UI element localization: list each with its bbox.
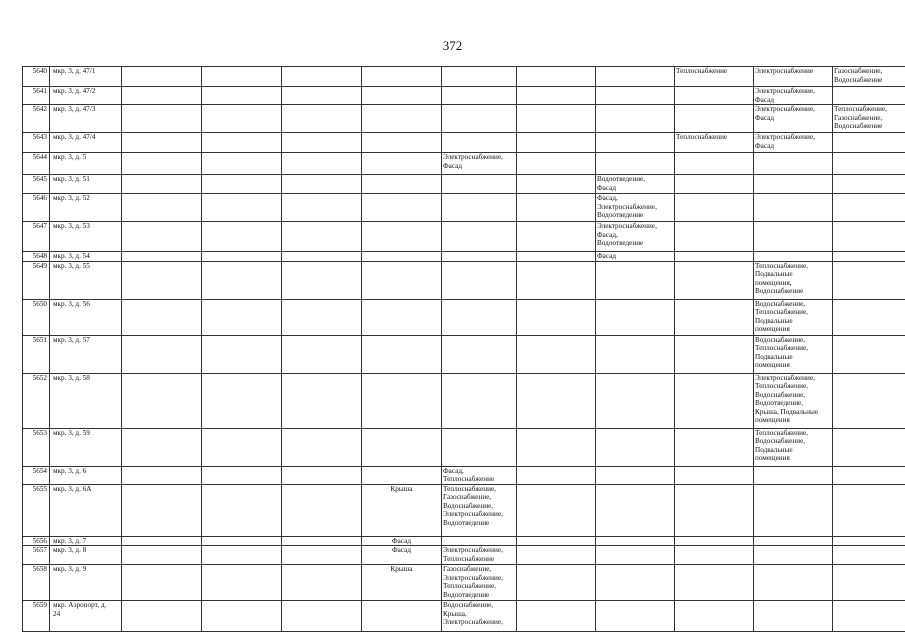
work-cell <box>362 222 442 252</box>
table-row <box>23 67 905 87</box>
table-row <box>23 428 905 466</box>
work-cell <box>833 87 905 105</box>
row-number: 5644 <box>23 153 50 175</box>
row-address: мкр. 3, д. 58 <box>50 373 122 428</box>
work-cell <box>442 222 517 252</box>
work-cell <box>517 565 596 601</box>
work-cell <box>675 194 754 222</box>
row-address: мкр. 3, д. 47/3 <box>50 105 122 133</box>
work-cell <box>362 299 442 335</box>
row-number: 5645 <box>23 175 50 194</box>
work-cell <box>282 373 362 428</box>
work-cell <box>282 153 362 175</box>
work-cell <box>122 153 202 175</box>
work-cell <box>122 565 202 601</box>
work-cell <box>202 153 282 175</box>
work-cell <box>517 484 596 536</box>
work-cell <box>675 335 754 373</box>
work-cell <box>596 428 675 466</box>
work-cell: Электроснабжение, Фасад <box>754 105 833 133</box>
work-cell <box>442 261 517 299</box>
row-number: 5657 <box>23 546 50 565</box>
work-cell <box>517 87 596 105</box>
page-number: 372 <box>442 38 463 53</box>
work-cell <box>362 87 442 105</box>
table-row <box>23 466 905 484</box>
work-cell <box>596 373 675 428</box>
work-cell <box>122 252 202 262</box>
row-address: мкр. 3, д. 59 <box>50 428 122 466</box>
work-cell <box>517 261 596 299</box>
work-cell <box>833 175 905 194</box>
work-cell <box>442 428 517 466</box>
work-cell <box>202 175 282 194</box>
work-cell <box>282 105 362 133</box>
work-cell <box>202 67 282 87</box>
work-cell <box>122 194 202 222</box>
work-cell <box>122 373 202 428</box>
work-cell <box>833 194 905 222</box>
work-cell <box>442 194 517 222</box>
work-cell <box>122 299 202 335</box>
row-number: 5650 <box>23 299 50 335</box>
work-cell <box>517 546 596 565</box>
work-cell: Электроснабжение, Фасад <box>754 133 833 153</box>
work-cell <box>833 222 905 252</box>
row-address: мкр. 3, д. 56 <box>50 299 122 335</box>
work-cell <box>517 105 596 133</box>
work-cell <box>282 428 362 466</box>
table-row <box>23 261 905 299</box>
work-cell <box>362 261 442 299</box>
work-cell <box>282 67 362 87</box>
work-cell <box>282 565 362 601</box>
work-cell <box>596 87 675 105</box>
row-address: мкр. 3, д. 6 <box>50 466 122 484</box>
work-cell <box>833 428 905 466</box>
work-cell <box>675 175 754 194</box>
work-cell <box>282 299 362 335</box>
row-address: мкр. 3, д. 53 <box>50 222 122 252</box>
work-cell <box>754 466 833 484</box>
work-cell <box>517 299 596 335</box>
work-cell <box>596 133 675 153</box>
work-cell: Газоснабжение, Электроснабжение, Теплоснабжение, Водоотведение <box>442 565 517 601</box>
work-cell <box>675 153 754 175</box>
work-cell <box>675 428 754 466</box>
work-cell <box>517 175 596 194</box>
work-cell <box>596 261 675 299</box>
work-cell <box>675 87 754 105</box>
work-cell <box>596 484 675 536</box>
work-cell <box>754 222 833 252</box>
work-cell <box>596 299 675 335</box>
row-address: мкр. 3, д. 47/4 <box>50 133 122 153</box>
work-cell: Газоснабжение, Водоснабжение <box>833 67 905 87</box>
work-cell <box>442 373 517 428</box>
work-cell <box>362 428 442 466</box>
row-number: 5652 <box>23 373 50 428</box>
work-cell <box>202 222 282 252</box>
table-row <box>23 87 905 105</box>
work-cell <box>122 67 202 87</box>
work-cell: Электроснабжение, Фасад <box>754 87 833 105</box>
work-cell: Электроснабжение, Теплоснабжение <box>442 546 517 565</box>
work-cell <box>202 87 282 105</box>
row-number: 5648 <box>23 252 50 262</box>
work-cell <box>282 133 362 153</box>
work-cell <box>675 601 754 632</box>
work-cell <box>442 175 517 194</box>
work-cell <box>833 252 905 262</box>
work-cell <box>122 546 202 565</box>
work-cell <box>282 194 362 222</box>
work-cell <box>122 428 202 466</box>
work-cell: Фасад, Электроснабжение, Водоотведение <box>596 194 675 222</box>
work-cell <box>282 261 362 299</box>
row-address: мкр. 3, д. 7 <box>50 536 122 546</box>
row-number: 5656 <box>23 536 50 546</box>
work-cell <box>596 546 675 565</box>
table-row <box>23 546 905 565</box>
work-cell <box>754 252 833 262</box>
work-cell <box>596 105 675 133</box>
work-cell <box>282 484 362 536</box>
work-cell: Крыша <box>362 565 442 601</box>
work-cell <box>442 536 517 546</box>
work-cell <box>362 67 442 87</box>
work-cell <box>675 536 754 546</box>
work-cell <box>282 252 362 262</box>
work-cell <box>122 466 202 484</box>
work-cell: Водоснабжение, Теплоснабжение, Подвальные помещения <box>754 335 833 373</box>
work-cell <box>675 565 754 601</box>
table-row <box>23 601 905 632</box>
work-cell <box>596 601 675 632</box>
work-cell <box>202 565 282 601</box>
row-address: мкр. 3, д. 5 <box>50 153 122 175</box>
work-cell <box>362 601 442 632</box>
work-cell <box>362 153 442 175</box>
work-cell <box>202 133 282 153</box>
table-row <box>23 536 905 546</box>
work-cell: Фасад <box>362 536 442 546</box>
work-cell <box>754 601 833 632</box>
work-cell <box>282 335 362 373</box>
row-address: мкр. 3, д. 52 <box>50 194 122 222</box>
table-row <box>23 175 905 194</box>
work-cell <box>596 565 675 601</box>
work-cell: Теплоснабжение, Газоснабжение, Водоснабжение, Электроснабжение, Водоотведение <box>442 484 517 536</box>
work-cell <box>122 261 202 299</box>
table-row <box>23 565 905 601</box>
row-number: 5647 <box>23 222 50 252</box>
work-cell <box>833 601 905 632</box>
work-cell <box>517 466 596 484</box>
work-cell <box>596 335 675 373</box>
work-cell <box>675 484 754 536</box>
work-cell <box>202 601 282 632</box>
work-cell <box>675 299 754 335</box>
row-address: мкр. Аэропорт, д. 24 <box>50 601 122 632</box>
work-cell <box>596 153 675 175</box>
work-cell: Водоснабжение, Теплоснабжение, Подвальные помещения <box>754 299 833 335</box>
work-cell <box>517 252 596 262</box>
table-row <box>23 133 905 153</box>
work-cell <box>675 546 754 565</box>
work-cell <box>517 222 596 252</box>
work-cell <box>122 175 202 194</box>
row-number: 5651 <box>23 335 50 373</box>
work-cell <box>517 601 596 632</box>
work-cell <box>517 373 596 428</box>
work-cell <box>833 133 905 153</box>
work-cell <box>833 466 905 484</box>
work-cell <box>282 546 362 565</box>
work-cell <box>122 536 202 546</box>
work-cell <box>754 546 833 565</box>
work-cell <box>833 484 905 536</box>
work-cell <box>442 67 517 87</box>
work-cell <box>362 373 442 428</box>
work-cell <box>442 105 517 133</box>
row-address: мкр. 3, д. 57 <box>50 335 122 373</box>
work-cell <box>202 428 282 466</box>
work-cell <box>517 335 596 373</box>
work-cell: Теплоснабжение, Подвальные помещения, Водоснабжение <box>754 261 833 299</box>
row-address: мкр. 3, д. 54 <box>50 252 122 262</box>
row-address: мкр. 3, д. 47/2 <box>50 87 122 105</box>
work-cell <box>754 536 833 546</box>
work-cell: Электроснабжение <box>754 67 833 87</box>
table-row <box>23 299 905 335</box>
work-cell: Фасад <box>596 252 675 262</box>
work-cell: Электроснабжение, Теплоснабжение, Водоснабжение, Водоотведение, Крыша, Подвальные помещения <box>754 373 833 428</box>
work-cell <box>362 252 442 262</box>
table-row <box>23 373 905 428</box>
work-cell <box>202 252 282 262</box>
work-cell <box>362 194 442 222</box>
row-number: 5658 <box>23 565 50 601</box>
work-cell <box>282 601 362 632</box>
work-cell <box>517 133 596 153</box>
work-cell <box>754 565 833 601</box>
work-cell <box>675 261 754 299</box>
work-cell <box>282 536 362 546</box>
work-cell <box>202 335 282 373</box>
work-cell <box>517 194 596 222</box>
work-cell <box>282 87 362 105</box>
work-cell <box>675 222 754 252</box>
work-cell <box>282 466 362 484</box>
work-cell <box>442 133 517 153</box>
row-number: 5641 <box>23 87 50 105</box>
work-cell <box>675 466 754 484</box>
work-cell <box>282 175 362 194</box>
table-row <box>23 222 905 252</box>
work-cell: Теплоснабжение <box>675 67 754 87</box>
work-cell <box>122 484 202 536</box>
row-number: 5649 <box>23 261 50 299</box>
work-cell <box>122 87 202 105</box>
work-cell <box>442 299 517 335</box>
work-cell <box>362 175 442 194</box>
work-cell <box>122 133 202 153</box>
work-cell: Теплоснабжение, Газоснабжение, Водоснабжение <box>833 105 905 133</box>
work-cell <box>517 153 596 175</box>
work-cell <box>122 335 202 373</box>
work-cell <box>833 565 905 601</box>
work-cell <box>754 153 833 175</box>
work-cell <box>282 222 362 252</box>
work-cell <box>362 133 442 153</box>
work-cell <box>675 105 754 133</box>
work-cell <box>596 536 675 546</box>
work-cell <box>754 194 833 222</box>
work-cell <box>596 67 675 87</box>
row-number: 5640 <box>23 67 50 87</box>
work-cell <box>833 299 905 335</box>
table-body <box>23 67 905 632</box>
work-cell <box>442 252 517 262</box>
work-cell <box>833 536 905 546</box>
work-cell <box>122 222 202 252</box>
work-cell <box>833 261 905 299</box>
work-cell: Теплоснабжение, Водоснабжение, Подвальные помещения <box>754 428 833 466</box>
table-row <box>23 335 905 373</box>
row-address: мкр. 3, д. 6А <box>50 484 122 536</box>
row-number: 5653 <box>23 428 50 466</box>
work-cell <box>675 373 754 428</box>
table-row <box>23 153 905 175</box>
table-row <box>23 252 905 262</box>
works-table <box>22 66 905 632</box>
work-cell <box>517 428 596 466</box>
work-cell <box>202 466 282 484</box>
row-address: мкр. 3, д. 55 <box>50 261 122 299</box>
row-number: 5654 <box>23 466 50 484</box>
work-cell <box>202 299 282 335</box>
work-cell <box>122 105 202 133</box>
work-cell <box>202 194 282 222</box>
work-cell: Водоснабжение, Крыша, Электроснабжение, <box>442 601 517 632</box>
work-cell <box>517 536 596 546</box>
work-cell <box>675 252 754 262</box>
work-cell <box>122 601 202 632</box>
work-cell <box>202 105 282 133</box>
work-cell <box>517 67 596 87</box>
table-row <box>23 484 905 536</box>
work-cell <box>202 261 282 299</box>
work-cell <box>442 87 517 105</box>
row-number: 5643 <box>23 133 50 153</box>
work-cell <box>202 546 282 565</box>
work-cell <box>202 484 282 536</box>
work-cell: Водоотведение, Фасад <box>596 175 675 194</box>
work-cell: Электроснабжение, Фасад <box>442 153 517 175</box>
row-number: 5655 <box>23 484 50 536</box>
work-cell <box>833 335 905 373</box>
work-cell <box>362 335 442 373</box>
row-address: мкр. 3, д. 51 <box>50 175 122 194</box>
row-number: 5646 <box>23 194 50 222</box>
row-address: мкр. 3, д. 8 <box>50 546 122 565</box>
row-number: 5659 <box>23 601 50 632</box>
work-cell <box>833 546 905 565</box>
table-row <box>23 105 905 133</box>
work-cell: Крыша <box>362 484 442 536</box>
work-cell <box>202 536 282 546</box>
work-cell <box>442 335 517 373</box>
table-row <box>23 194 905 222</box>
work-cell: Фасад, Теплоснабжение <box>442 466 517 484</box>
work-cell: Фасад <box>362 546 442 565</box>
work-cell <box>596 466 675 484</box>
row-address: мкр. 3, д. 47/1 <box>50 67 122 87</box>
work-cell <box>754 484 833 536</box>
work-cell <box>362 466 442 484</box>
row-address: мкр. 3, д. 9 <box>50 565 122 601</box>
work-cell <box>362 105 442 133</box>
work-cell <box>833 373 905 428</box>
work-cell: Электроснабжение, Фасад, Водоотведение <box>596 222 675 252</box>
work-cell: Теплоснабжение <box>675 133 754 153</box>
row-number: 5642 <box>23 105 50 133</box>
work-cell <box>754 175 833 194</box>
work-cell <box>833 153 905 175</box>
work-cell <box>202 373 282 428</box>
